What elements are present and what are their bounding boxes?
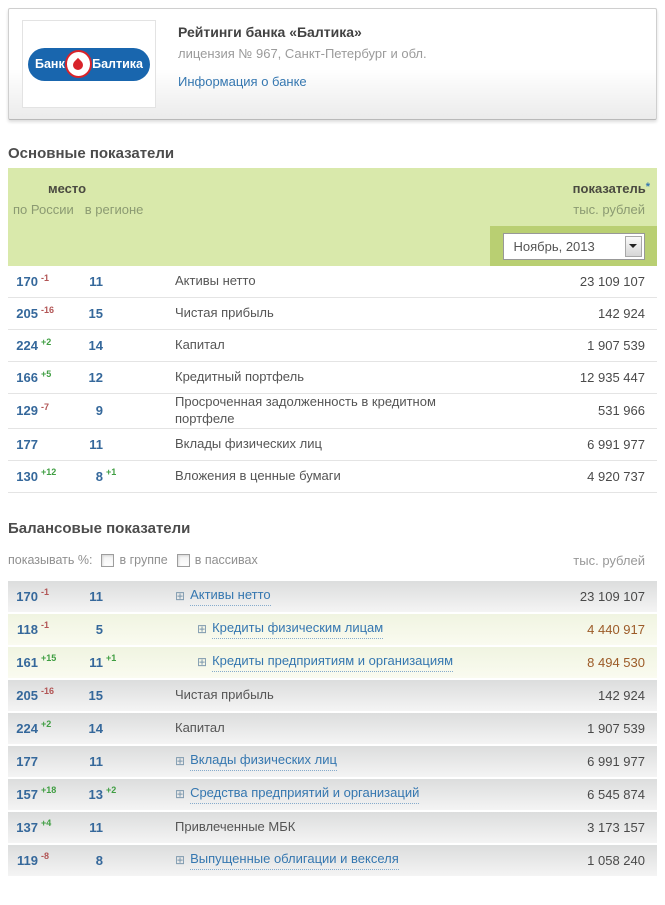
rank-russia-delta: +12	[41, 467, 57, 478]
indicator-cell	[127, 620, 507, 639]
indicator-name: Активы нетто	[175, 273, 256, 289]
rank-russia-delta: +2	[41, 336, 52, 347]
rank-russia: 224	[16, 338, 38, 353]
indicator-cell	[127, 720, 507, 737]
balance-indicators-table	[8, 581, 657, 876]
expand-icon[interactable]: ⊞	[197, 621, 208, 636]
rank-russia: 157	[16, 786, 38, 802]
table-row	[8, 298, 657, 330]
chevron-down-icon	[629, 244, 637, 248]
expand-icon[interactable]: ⊞	[175, 588, 186, 603]
footnote-asterisk: *	[645, 181, 650, 193]
indicator-value: 6 991 977	[587, 436, 645, 452]
indicator-cell	[127, 468, 507, 485]
indicator-link[interactable]: Кредиты предприятиям и организациям	[212, 653, 453, 672]
rank-russia-delta: -8	[41, 851, 50, 862]
indicator-value: 8 494 530	[587, 654, 645, 670]
rank-region: 11	[89, 274, 103, 289]
table-row	[8, 266, 657, 298]
rank-russia-delta: -16	[41, 686, 55, 697]
rank-region: 11	[89, 436, 103, 452]
rank-russia: 129	[16, 403, 38, 419]
main-indicators-table	[8, 266, 657, 493]
rank-russia: 177	[16, 753, 38, 769]
indicator-value: 6 991 977	[587, 753, 645, 769]
indicator-cell	[127, 851, 507, 870]
expand-icon[interactable]: ⊞	[175, 852, 186, 867]
rank-russia-delta: -16	[41, 304, 55, 315]
indicator-value: 142 924	[598, 306, 645, 321]
rank-region: 11	[89, 654, 103, 670]
indicator-name: Вклады физических лиц	[175, 435, 322, 451]
rank-region: 11	[89, 819, 103, 835]
balance-controls	[8, 553, 657, 568]
bank-logo	[22, 20, 156, 108]
column-header-region: в регионе	[84, 202, 144, 217]
rank-region: 12	[88, 370, 103, 385]
rank-region: 8	[95, 852, 103, 868]
indicator-value: 3 173 157	[587, 819, 645, 835]
rank-region: 11	[89, 753, 103, 769]
dropdown-button[interactable]	[625, 236, 642, 257]
indicator-cell	[127, 587, 507, 606]
indicator-link[interactable]: Выпущенные облигации и векселя	[190, 851, 399, 870]
table-row	[8, 394, 657, 429]
indicator-cell	[127, 305, 507, 322]
rank-region-delta: +1	[106, 653, 117, 664]
indicator-cell	[127, 785, 507, 804]
indicator-value: 531 966	[598, 403, 645, 419]
table-row	[8, 680, 657, 711]
rank-russia: 170	[16, 588, 38, 604]
table-row	[8, 362, 657, 394]
column-subheaders-place	[13, 202, 154, 217]
table-row	[8, 461, 657, 493]
indicator-cell	[127, 819, 507, 836]
bank-license: лицензия № 967, Санкт-Петербург и обл.	[178, 46, 427, 61]
rank-region: 15	[88, 687, 103, 703]
indicator-value: 6 545 874	[587, 786, 645, 802]
rank-russia: 205	[16, 687, 38, 703]
rank-russia-delta: -7	[41, 401, 50, 412]
table-row	[8, 713, 657, 744]
checkbox-in-passives-label: в пассивах	[194, 553, 258, 568]
rank-region-delta: +1	[106, 467, 117, 478]
indicator-name: Кредитный портфель	[175, 369, 304, 385]
rank-region: 5	[95, 621, 103, 637]
table-row	[8, 330, 657, 362]
bank-logo-pill	[28, 48, 150, 81]
indicator-cell	[127, 394, 507, 428]
logo-text-baltika: Балтика	[92, 57, 143, 71]
indicator-cell	[127, 273, 507, 290]
indicator-value: 4 920 737	[587, 468, 645, 484]
rank-region: 14	[88, 338, 103, 353]
period-select-value: Ноябрь, 2013	[513, 238, 595, 254]
checkbox-in-passives[interactable]	[177, 554, 190, 567]
indicator-name: Чистая прибыль	[175, 305, 274, 321]
checkbox-in-group[interactable]	[101, 554, 114, 567]
expand-icon[interactable]: ⊞	[175, 786, 186, 801]
indicator-value: 4 440 917	[587, 621, 645, 637]
rank-russia: 130	[16, 468, 38, 484]
indicator-value: 1 907 539	[587, 338, 645, 353]
rank-region: 15	[88, 306, 103, 321]
expand-icon[interactable]: ⊞	[197, 654, 208, 669]
table-row	[8, 746, 657, 777]
section-title-main-indicators: Основные показатели	[8, 145, 175, 162]
indicator-name: Вложения в ценные бумаги	[175, 467, 341, 483]
column-header-indicator: показатель*	[572, 181, 650, 196]
indicator-cell	[127, 653, 507, 672]
rank-russia: 118	[17, 621, 38, 637]
indicator-name: Капитал	[175, 719, 225, 735]
table-row	[8, 581, 657, 612]
rank-russia: 205	[16, 306, 38, 321]
rank-russia-delta: +15	[41, 653, 57, 664]
rank-region: 8	[95, 468, 103, 484]
period-panel	[490, 226, 657, 266]
bank-header-card	[8, 8, 657, 120]
rank-russia-delta: +4	[41, 818, 52, 829]
rank-region-delta: +2	[106, 785, 117, 796]
indicator-name: Капитал	[175, 337, 225, 353]
indicator-name: Просроченная задолженность в кредитном портфеле	[175, 394, 436, 426]
main-table-header	[8, 168, 657, 266]
rank-region: 9	[95, 403, 103, 419]
table-row	[8, 647, 657, 678]
indicator-value: 23 109 107	[579, 588, 645, 604]
expand-icon[interactable]: ⊞	[175, 753, 186, 768]
units-label: тыс. рублей	[573, 552, 645, 568]
indicator-cell	[127, 687, 507, 704]
column-header-russia: по России	[13, 202, 74, 217]
checkbox-in-group-label: в группе	[119, 553, 168, 568]
rank-region: 13	[88, 786, 103, 802]
rank-russia: 119	[17, 852, 38, 868]
indicator-link[interactable]: Вклады физических лиц	[190, 752, 337, 771]
rank-russia: 170	[16, 274, 38, 289]
bank-meta	[178, 24, 427, 119]
indicator-cell	[127, 436, 507, 453]
rank-russia: 177	[16, 436, 38, 452]
rank-russia-delta: +18	[41, 785, 57, 796]
table-row	[8, 429, 657, 461]
logo-text-bank: Банк	[35, 57, 65, 71]
section-title-balance: Балансовые показатели	[8, 519, 191, 537]
indicator-cell	[127, 369, 507, 386]
indicator-link[interactable]: Кредиты физическим лицам	[212, 620, 383, 639]
indicator-cell	[127, 752, 507, 771]
indicator-value: 142 924	[598, 687, 645, 703]
rank-russia: 166	[16, 370, 38, 385]
indicator-value: 12 935 447	[579, 370, 645, 385]
indicator-name: Чистая прибыль	[175, 686, 274, 702]
table-row	[8, 614, 657, 645]
bank-info-link[interactable]: Информация о банке	[178, 74, 307, 89]
indicator-link[interactable]: Средства предприятий и организаций	[190, 785, 419, 804]
rank-russia-delta: -1	[41, 272, 50, 283]
indicator-value: 1 907 539	[587, 720, 645, 736]
indicator-value: 1 058 240	[587, 852, 645, 868]
rank-russia-delta: -1	[41, 587, 50, 598]
indicator-value: 23 109 107	[579, 274, 645, 289]
rank-russia-delta: +5	[41, 368, 52, 379]
rank-russia: 137	[16, 819, 38, 835]
indicator-cell	[127, 337, 507, 354]
indicator-name: Привлеченные МБК	[175, 818, 296, 834]
column-header-place: место	[47, 181, 87, 196]
page-title: Рейтинги банка «Балтика»	[178, 24, 362, 40]
rank-russia: 161	[16, 654, 38, 670]
period-select[interactable]	[503, 233, 645, 260]
rank-russia: 224	[16, 720, 38, 736]
table-row	[8, 779, 657, 810]
rank-region: 14	[88, 720, 103, 736]
flame-icon	[65, 50, 92, 78]
rank-region: 11	[89, 588, 103, 604]
table-row	[8, 845, 657, 876]
rank-russia-delta: -1	[41, 620, 50, 631]
table-row	[8, 812, 657, 843]
column-header-units: тыс. рублей	[573, 202, 645, 217]
show-percent-label: показывать %:	[8, 553, 93, 568]
rank-russia-delta: +2	[41, 719, 52, 730]
indicator-link[interactable]: Активы нетто	[190, 587, 271, 606]
